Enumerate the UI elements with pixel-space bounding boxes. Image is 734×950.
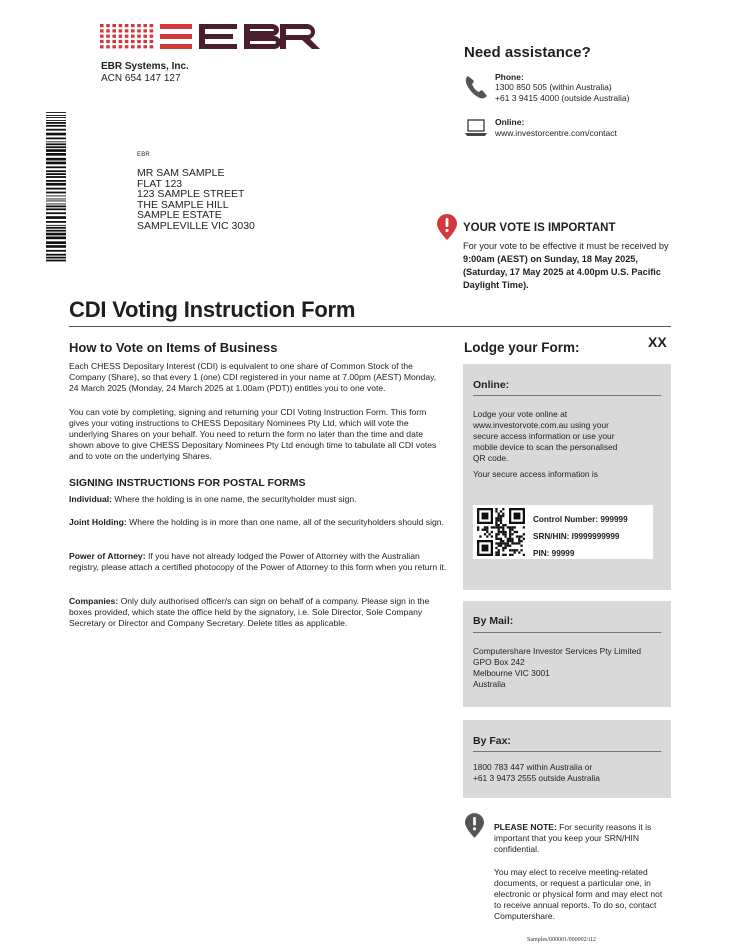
laptop-icon: [465, 118, 487, 138]
security-note: [494, 822, 669, 855]
address-line: FLAT 123: [137, 177, 183, 190]
footer-code: Samples/000001/000002/i12: [527, 937, 596, 943]
online-text: Lodge your vote online at www.investorvote.com.au using your secure access information or use your mobile device to scan the personalised QR code.: [473, 409, 618, 463]
company-info: [101, 61, 189, 85]
fax-numbers: [473, 762, 663, 784]
poa-label: Power of Attorney:: [69, 551, 146, 561]
note-text: For security reasons it is important that you keep your SRN/HIN confidential.: [494, 822, 652, 854]
address-line: MR SAM SAMPLE: [137, 167, 225, 179]
fax-panel: [463, 720, 671, 798]
page-title: CDI Voting Instruction Form: [69, 297, 356, 322]
address-line: SAMPLE ESTATE: [137, 209, 222, 222]
online-panel: [463, 364, 671, 590]
vote-deadline-intro: For your vote to be effective it must be received by: [463, 241, 669, 251]
qr-code[interactable]: [477, 508, 525, 556]
lodge-title: Lodge your Form:: [464, 340, 580, 355]
address-line: 123 SAMPLE STREET: [137, 188, 245, 201]
secure-info-text: Your secure access information is: [473, 469, 598, 479]
how-to-vote-para-1: Each CHESS Depositary Interest (CDI) is equivalent to one share of Common Stock of the Company (Share), so that every 1 (one) CDI registered in your name at 7.00pm (AEST) Monday, 24 March 2025 (Monday, 24 March 2025 at 1.00am (PDT)) entitles you to one vote.: [69, 361, 437, 394]
mail-address: [473, 646, 663, 690]
mail-heading: By Mail:: [473, 615, 514, 627]
acn: ACN 654 147 127: [101, 73, 181, 84]
pin: PIN: 99999: [533, 549, 575, 558]
companies-text: Only duly authorised officer/s can sign on behalf of a company. Please sign in the boxes provided, which state the office held by the signatory, i.e. Sole Director, Sole Company Secretary or Director and Company Secretary. Delete titles as applicable.: [69, 596, 430, 629]
mail-panel: [463, 601, 671, 707]
online-url[interactable]: www.investorcentre.com/contact: [495, 128, 617, 138]
fax-number-intl: +61 3 9473 2555 outside Australia: [473, 773, 600, 783]
phone-icon: [463, 73, 489, 99]
vote-important-title: YOUR VOTE IS IMPORTANT: [463, 222, 616, 234]
documents-note: You may elect to receive meeting-related documents, or request a particular one, in electronic or physical form and may elect not to receive annual reports. To do so, contact Computershare.: [494, 867, 663, 921]
poa-text: If you have not already lodged the Power of Attorney with the Australian registry, please attach a certified photocopy of the Power of Attorney to this form when you return it.: [69, 551, 447, 573]
signing-heading: SIGNING INSTRUCTIONS FOR POSTAL FORMS: [69, 477, 306, 489]
fax-heading: By Fax:: [473, 735, 511, 747]
individual-label: Individual:: [69, 494, 112, 504]
access-code-box: [473, 505, 653, 559]
assistance-title: Need assistance?: [464, 44, 591, 61]
ebr-logo: [100, 22, 330, 52]
mailing-address: [137, 168, 255, 232]
address-code: EBR: [137, 152, 150, 158]
online-heading: Online:: [473, 379, 510, 391]
panel-divider: [473, 751, 661, 752]
address-line: SAMPLEVILLE VIC 3030: [137, 219, 255, 232]
mail-line: Australia: [473, 679, 506, 689]
panel-divider: [473, 632, 661, 633]
individual-text: Where the holding is in one name, the securityholder must sign.: [111, 494, 357, 504]
mail-line: Computershare Investor Services Pty Limited: [473, 646, 642, 656]
phone-number-intl: +61 3 9415 4000 (outside Australia): [495, 93, 630, 103]
online-label: Online:: [495, 117, 525, 127]
signing-individual: [69, 494, 447, 505]
vote-deadline-text: [463, 240, 678, 292]
title-divider: [69, 326, 671, 327]
joint-text: Where the holding is in more than one name, all of the securityholders should sign.: [126, 517, 444, 527]
control-number: Control Number: 999999: [533, 515, 628, 524]
joint-label: Joint Holding:: [69, 517, 127, 527]
how-to-vote-para-2: You can vote by completing, signing and returning your CDI Voting Instruction Form. This form gives your voting instructions to CHESS Depositary Nominees Pty Ltd, which will vote the underlying Shares on your behalf. You need to return the form no later than the time and date shown above to give CHESS Depositary Nominees Pty Ltd enough time to tabulate all CDI votes and to vote on the underlying Shares.: [69, 407, 437, 462]
signing-poa: [69, 551, 447, 573]
signing-joint: [69, 517, 447, 528]
phone-label: Phone:: [495, 72, 524, 82]
address-line: THE SAMPLE HILL: [137, 198, 229, 211]
signing-companies: [69, 596, 447, 629]
phone-numbers: [495, 82, 629, 104]
barcode: [46, 112, 66, 264]
how-to-vote-heading: How to Vote on Items of Business: [69, 340, 278, 355]
lodge-mark: XX: [648, 334, 667, 350]
mail-line: Melbourne VIC 3001: [473, 668, 550, 678]
note-label: PLEASE NOTE:: [494, 822, 557, 832]
phone-number-au: 1300 850 505 (within Australia): [495, 82, 612, 92]
companies-label: Companies:: [69, 596, 119, 606]
panel-divider: [473, 395, 661, 396]
alert-icon: [465, 813, 484, 838]
srn-hin: SRN/HIN: I9999999999: [533, 532, 620, 541]
vote-deadline: 9:00am (AEST) on Sunday, 18 May 2025, (Saturday, 17 May 2025 at 4.00pm U.S. Pacific Daylight Time).: [463, 254, 661, 290]
alert-icon: [437, 214, 457, 240]
company-name: EBR Systems, Inc.: [101, 61, 189, 72]
mail-line: GPO Box 242: [473, 657, 525, 667]
fax-number-au: 1800 783 447 within Australia or: [473, 762, 593, 772]
